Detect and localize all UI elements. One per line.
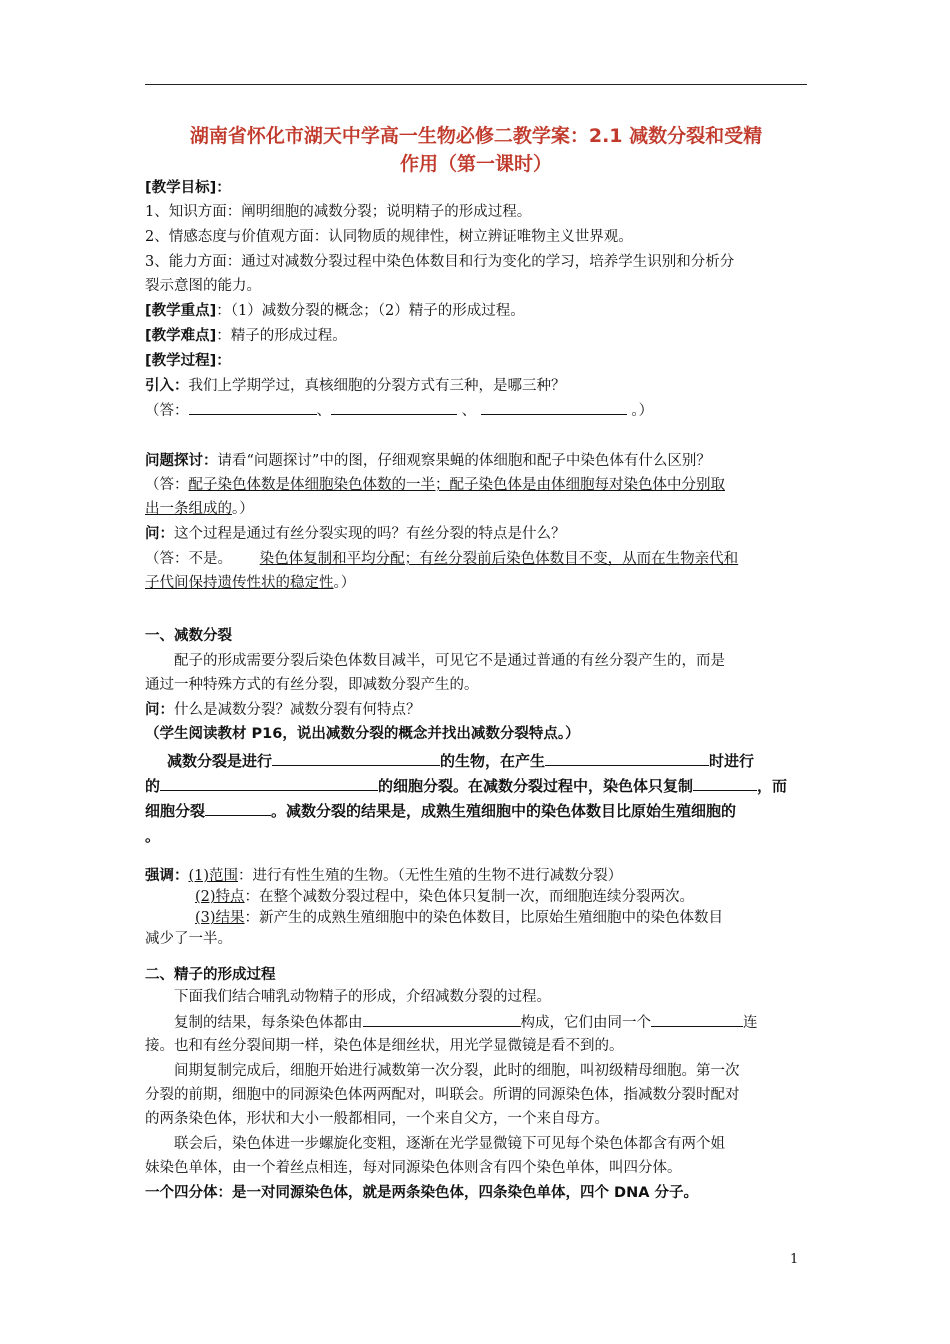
objective-3b: 裂示意图的能力。 bbox=[145, 278, 261, 294]
discussion-answer-prefix: （答： bbox=[145, 477, 189, 493]
section-1-para-2: 通过一种特殊方式的有丝分裂，即减数分裂产生的。 bbox=[145, 677, 479, 693]
tetrad-summary: 一个四分体：是一对同源染色体，就是两条染色体，四条染色单体，四个 DNA 分子。 bbox=[145, 1185, 698, 1201]
section-2-heading: 二、精子的形成过程 bbox=[145, 967, 276, 983]
emphasis-1-text: ：进行有性生殖的生物。（无性生殖的生物不进行减数分裂） bbox=[238, 868, 623, 884]
emphasis-3-text: ：新产生的成熟生殖细胞中的染色体数目，比原始生殖细胞中的染色体数目 bbox=[244, 910, 724, 926]
definition-blank-4[interactable] bbox=[693, 776, 757, 791]
intro-answer-suffix: 。） bbox=[626, 403, 654, 419]
section-2-para-2b: 构成，它们由同一个 bbox=[520, 1015, 651, 1031]
difficulty-text: ：精子的形成过程。 bbox=[216, 328, 347, 344]
section-1-q-text: 什么是减数分裂？减数分裂有何特点？ bbox=[174, 702, 421, 718]
definition-blank-1[interactable] bbox=[272, 751, 440, 766]
definition-text-2a: 的 bbox=[145, 777, 161, 795]
answer-blank-2[interactable] bbox=[331, 400, 457, 415]
title-line-2: 作用（第一课时） bbox=[399, 153, 552, 175]
definition-line-1 bbox=[145, 751, 807, 771]
question-1-answer-text-2: 子代间保持遗传性状的稳定性 bbox=[145, 575, 334, 591]
intro-text: 我们上学期学过，真核细胞的分裂方式有三种，是哪三种？ bbox=[188, 378, 566, 394]
section-2-para-2c: 连 bbox=[743, 1015, 758, 1031]
answer-blank-3[interactable] bbox=[481, 400, 627, 415]
discussion-answer-suffix: 。） bbox=[232, 501, 254, 517]
header-rule bbox=[145, 84, 807, 85]
emphasis-2-text: ：在整个减数分裂过程中，染色体只复制一次，而细胞连续分裂两次。 bbox=[244, 889, 695, 905]
discussion-label: 问题探讨： bbox=[145, 453, 218, 469]
definition-text-1c: 时进行 bbox=[709, 752, 755, 770]
document-title bbox=[145, 122, 807, 178]
objective-3a: 3、能力方面：通过对减数分裂过程中染色体数目和行为变化的学习，培养学生识别和分析分 bbox=[145, 254, 735, 270]
section-2-para-3-line-3: 的两条染色体，形状和大小一般都相同，一个来自父方，一个来自母方。 bbox=[145, 1111, 609, 1127]
discussion-answer-2 bbox=[145, 499, 807, 519]
key-points-label: [教学重点] bbox=[145, 303, 217, 319]
section-1-q-label: 问： bbox=[145, 702, 174, 718]
definition-text-2b: 的细胞分裂。在减数分裂过程中，染色体只复制 bbox=[378, 777, 694, 795]
emphasis-2-key: (2)特点 bbox=[195, 889, 245, 905]
emphasis-1 bbox=[145, 866, 807, 886]
intro-answer-prefix: （答： bbox=[145, 403, 189, 419]
definition-line-4: 。 bbox=[145, 827, 161, 845]
intro-label: 引入： bbox=[145, 378, 189, 394]
section-1-question bbox=[145, 700, 807, 720]
section-1-heading: 一、减数分裂 bbox=[145, 628, 232, 644]
definition-text-3a: 细胞分裂 bbox=[145, 802, 206, 820]
section-2-para-2a: 复制的结果，每条染色体都由 bbox=[174, 1015, 363, 1031]
discussion-question bbox=[145, 451, 807, 471]
intro-answer bbox=[145, 400, 807, 421]
section-2-para-2 bbox=[145, 1012, 807, 1033]
section-2-para-3-line-2: 分裂的前期，细胞中的同源染色体两两配对，叫联会。所谓的同源染色体，指减数分裂时配对 bbox=[145, 1087, 740, 1103]
section-1-para-1: 配子的形成需要分裂后染色体数目减半，可见它不是通过普通的有丝分裂产生的，而是 bbox=[174, 653, 725, 669]
emphasis-3-key: (3)结果 bbox=[195, 910, 245, 926]
emphasis-2 bbox=[145, 887, 807, 907]
title-line-1: 湖南省怀化市湖天中学高一生物必修二教学案：2.1 减数分裂和受精 bbox=[189, 125, 763, 147]
section-2-para-4-line-1: 联会后，染色体进一步螺旋化变粗，逐渐在光学显微镜下可见每个染色体都含有两个姐 bbox=[174, 1136, 725, 1152]
centromere-blank[interactable] bbox=[651, 1012, 743, 1027]
definition-blank-2[interactable] bbox=[545, 751, 709, 766]
definition-text-1a: 减数分裂是进行 bbox=[167, 752, 273, 770]
intro-sep-1: 、 bbox=[316, 403, 331, 419]
discussion-answer-text-2: 出一条组成的 bbox=[145, 501, 232, 517]
page-number: 1 bbox=[790, 1252, 799, 1267]
section-2-para-2-line-2: 接。也和有丝分裂间期一样，染色体是细丝状，用光学显微镜是看不到的。 bbox=[145, 1038, 624, 1054]
emphasis-1-key: (1)范围 bbox=[188, 868, 239, 884]
discussion-answer-text-1: 配子染色体数是体细胞染色体数的一半；配子染色体是由体细胞每对染色体中分别取 bbox=[188, 477, 725, 493]
definition-blank-3[interactable] bbox=[160, 776, 378, 791]
question-1-label: 问： bbox=[145, 526, 174, 542]
definition-text-3b: 。减数分裂的结果是，成熟生殖细胞中的染色体数目比原始生殖细胞的 bbox=[271, 802, 737, 820]
emphasis-label: 强调： bbox=[145, 868, 189, 884]
key-points bbox=[145, 301, 807, 321]
question-1 bbox=[145, 524, 807, 544]
objective-2: 2、情感态度与价值观方面：认同物质的规律性，树立辨证唯物主义世界观。 bbox=[145, 229, 633, 245]
emphasis-3 bbox=[145, 908, 807, 928]
question-1-answer-2 bbox=[145, 573, 807, 593]
section-2-para-3-line-1: 间期复制完成后，细胞开始进行减数第一次分裂，此时的细胞，叫初级精母细胞。第一次 bbox=[174, 1063, 740, 1079]
difficulty bbox=[145, 326, 807, 346]
definition-text-1b: 的生物，在产生 bbox=[440, 752, 546, 770]
definition-text-2c: ，而 bbox=[757, 777, 788, 795]
discussion-text: 请看“问题探讨”中的图，仔细观察果蝇的体细胞和配子中染色体有什么区别？ bbox=[217, 453, 711, 469]
question-1-answer-text-1: 染色体复制和平均分配；有丝分裂前后染色体数目不变，从而在生物亲代和 bbox=[259, 551, 739, 567]
key-points-text: ：（1）减数分裂的概念；（2）精子的形成过程。 bbox=[216, 303, 525, 319]
definition-line-2 bbox=[145, 776, 807, 796]
section-2-para-1: 下面我们结合哺乳动物精子的形成，介绍减数分裂的过程。 bbox=[174, 989, 551, 1005]
objectives-heading: [教学目标]： bbox=[145, 180, 231, 196]
emphasis-3-cont: 减少了一半。 bbox=[145, 931, 232, 947]
question-1-text: 这个过程是通过有丝分裂实现的吗？有丝分裂的特点是什么？ bbox=[174, 526, 566, 542]
question-1-answer-suffix: 。） bbox=[333, 575, 356, 591]
intro-question bbox=[145, 376, 807, 396]
question-1-answer-prefix: （答：不是。 bbox=[145, 551, 260, 567]
objective-1: 1、知识方面：阐明细胞的减数分裂；说明精子的形成过程。 bbox=[145, 204, 532, 220]
discussion-answer-1 bbox=[145, 475, 807, 495]
question-1-answer-1 bbox=[145, 549, 807, 569]
answer-blank-1[interactable] bbox=[189, 400, 317, 415]
definition-line-3 bbox=[145, 801, 807, 821]
difficulty-label: [教学难点] bbox=[145, 328, 217, 344]
process-heading: [教学过程]： bbox=[145, 353, 231, 369]
section-2-para-4-line-2: 妹染色单体，由一个着丝点相连，每对同源染色体则含有四个染色单体，叫四分体。 bbox=[145, 1160, 682, 1176]
chromatid-blank[interactable] bbox=[363, 1012, 521, 1027]
section-1-note: （学生阅读教材 P16，说出减数分裂的概念并找出减数分裂特点。） bbox=[145, 726, 580, 742]
definition-blank-5[interactable] bbox=[205, 801, 271, 816]
intro-sep-2: 、 bbox=[457, 403, 481, 419]
